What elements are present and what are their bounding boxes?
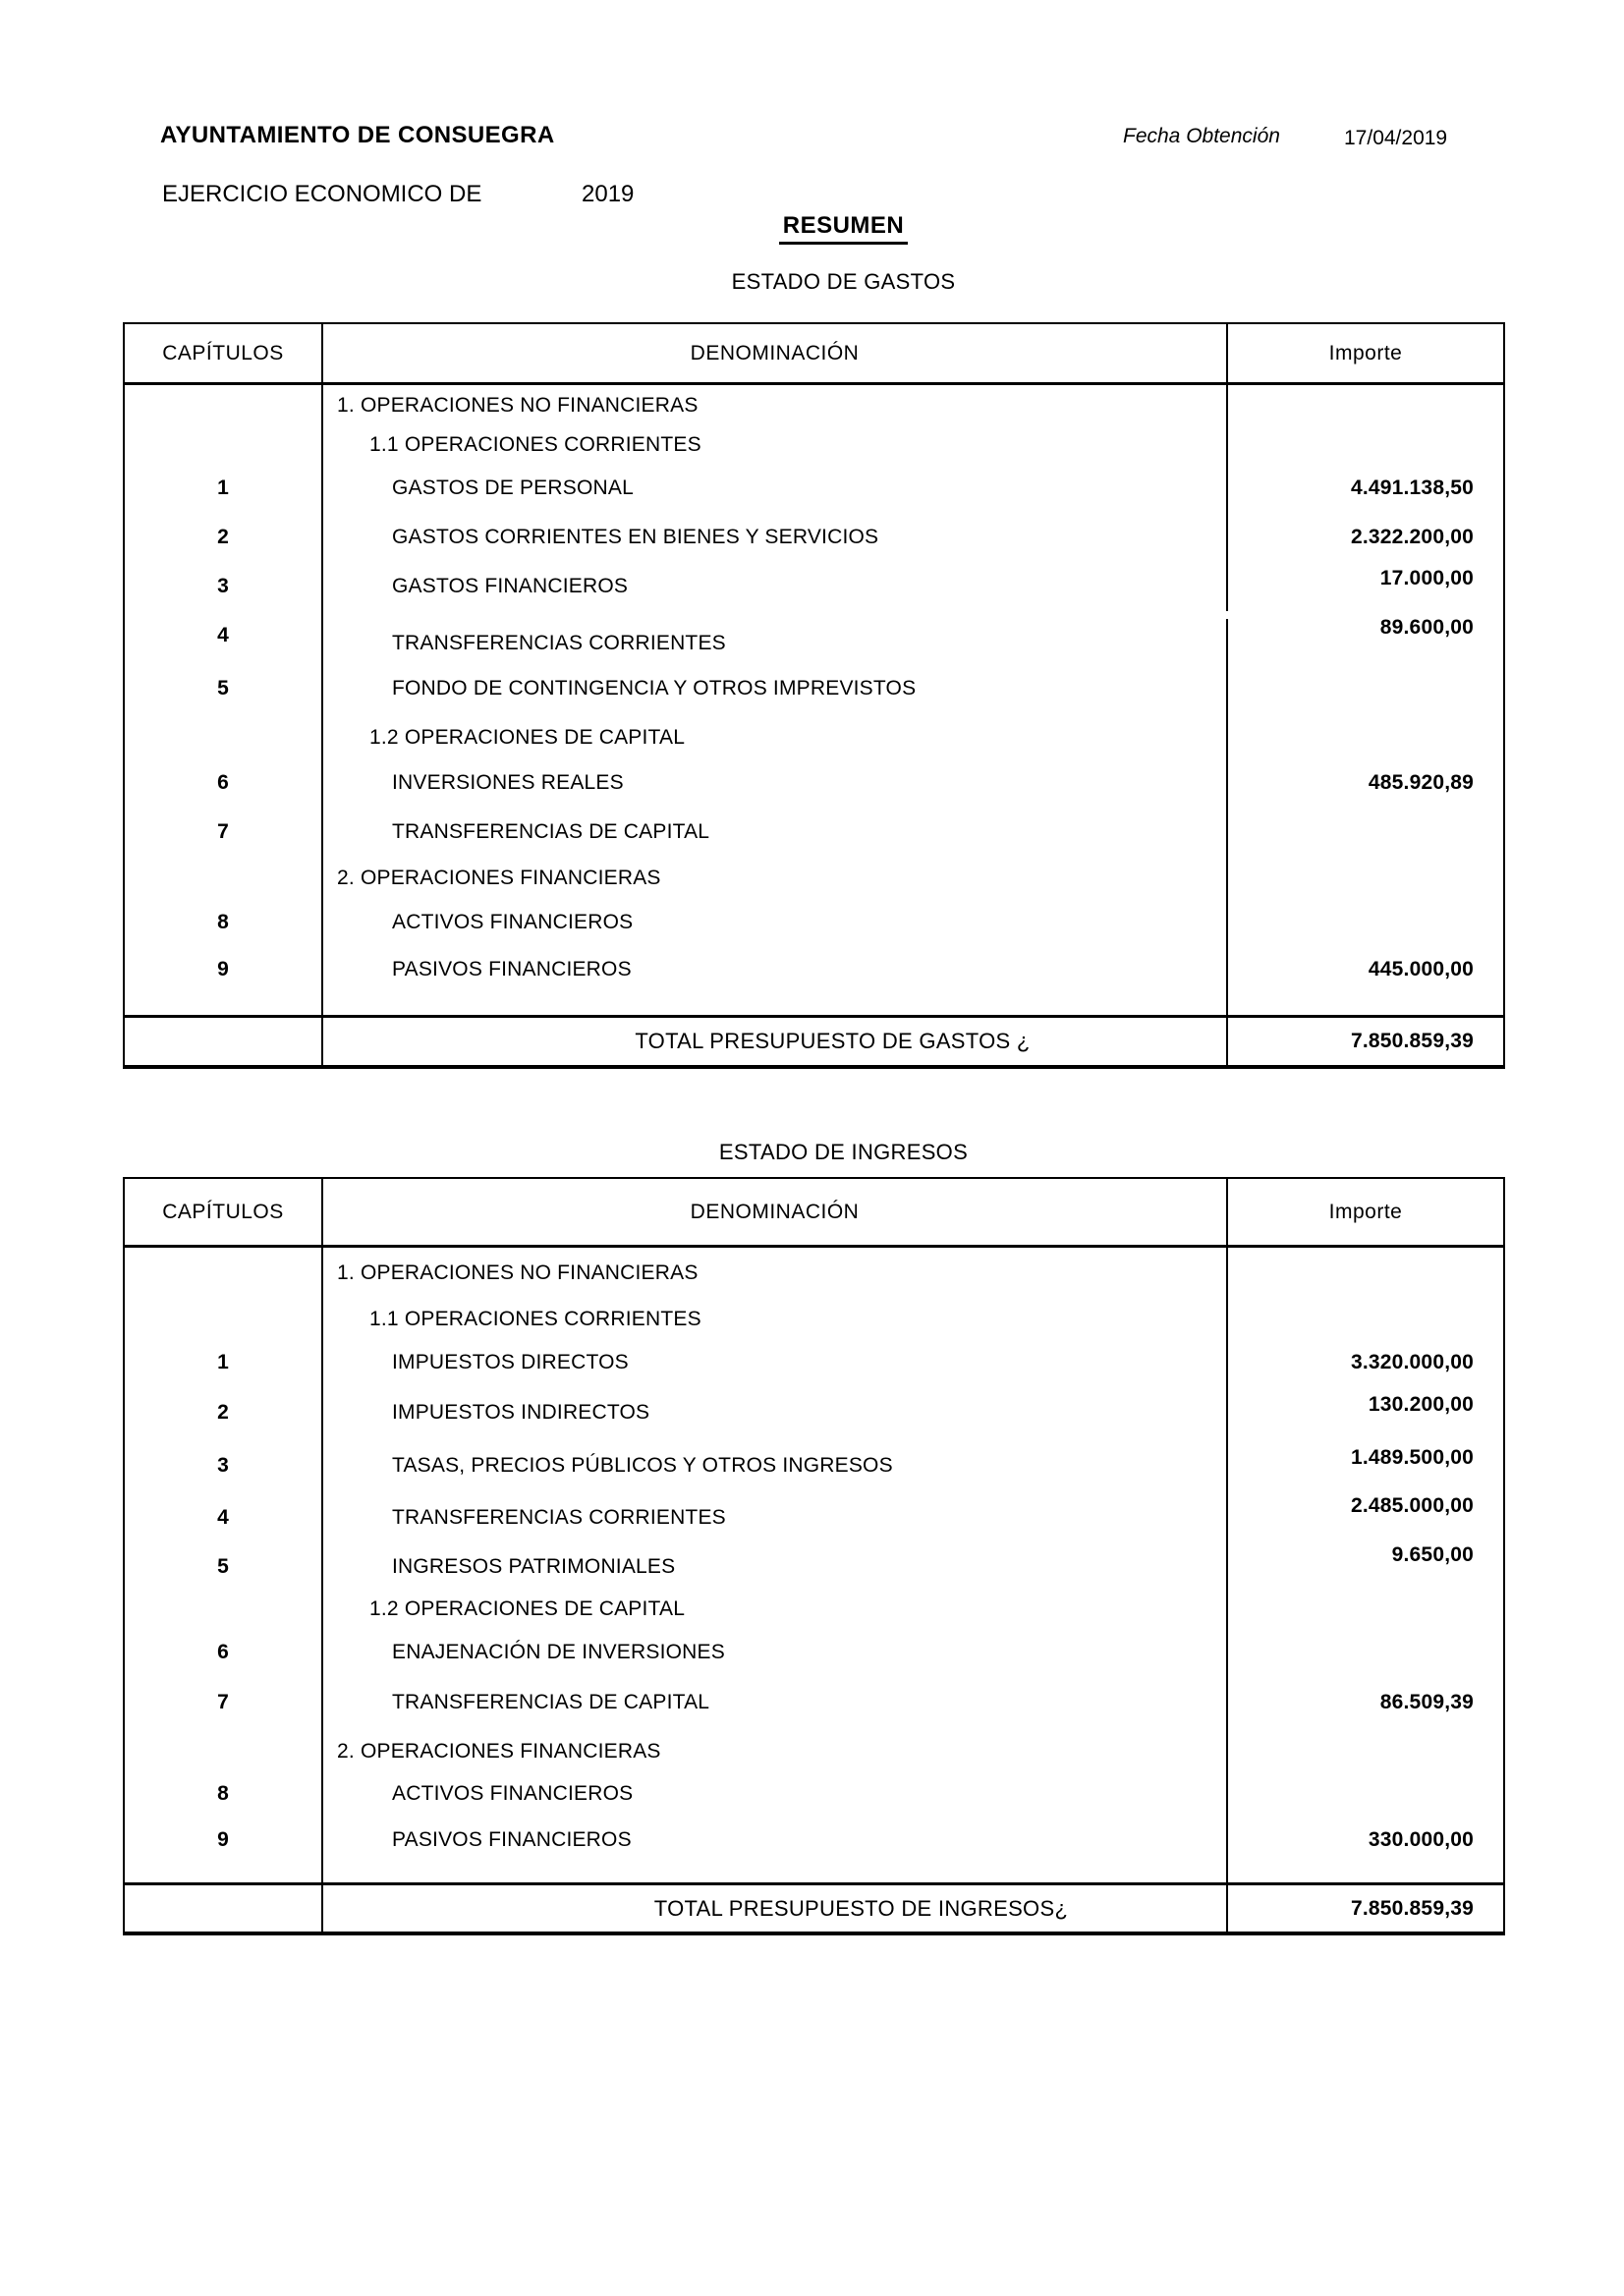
denomination-cell: 2. OPERACIONES FINANCIERAS (323, 857, 1228, 900)
denomination-cell: TRANSFERENCIAS CORRIENTES (323, 1491, 1228, 1544)
chapter-cell: 8 (125, 900, 323, 945)
amount-cell (1228, 385, 1503, 426)
gastos-section-heading (123, 269, 1505, 295)
denomination-cell: ACTIVOS FINANCIEROS (323, 1774, 1228, 1814)
amount-cell (1228, 808, 1503, 857)
resumen-heading-band (123, 212, 1505, 245)
chapter-cell (125, 1885, 323, 1932)
amount-cell (1228, 994, 1503, 1015)
amount-cell (1228, 1590, 1503, 1629)
denomination-cell: ENAJENACIÓN DE INVERSIONES (323, 1629, 1228, 1676)
table-row-filler (125, 1867, 1503, 1882)
chapter-cell: 4 (125, 1491, 323, 1544)
chapter-cell: 9 (125, 945, 323, 994)
table-row-subgroup (125, 717, 1503, 758)
table-row (125, 464, 1503, 513)
amount-cell: 130.200,00 (1368, 1392, 1474, 1416)
table-row (125, 900, 1503, 945)
column-header-denominacion: DENOMINACIÓN (323, 1179, 1228, 1245)
table-row (125, 611, 1503, 660)
amount-cell: 330.000,00 (1368, 1828, 1474, 1851)
denomination-cell: PASIVOS FINANCIEROS (323, 1814, 1228, 1867)
amount-cell: 2.322.200,00 (1350, 526, 1474, 548)
denomination-cell: INGRESOS PATRIMONIALES (323, 1544, 1228, 1590)
table-row-group (125, 1729, 1503, 1774)
denomination-cell: 1.1 OPERACIONES CORRIENTES (323, 426, 1228, 464)
chapter-cell: 3 (125, 562, 323, 611)
amount-cell (1228, 1774, 1503, 1814)
table-row-subgroup (125, 1590, 1503, 1629)
chapter-cell: 9 (125, 1814, 323, 1867)
amount-cell: 3.320.000,00 (1350, 1351, 1474, 1373)
organization-title: AYUNTAMIENTO DE CONSUEGRA (160, 122, 555, 148)
denomination-cell: INVERSIONES REALES (323, 758, 1228, 808)
amount-cell: 485.920,89 (1368, 771, 1474, 794)
chapter-cell: 1 (125, 464, 323, 513)
ingresos-table (123, 1177, 1505, 1935)
total-amount: 7.850.859,39 (1350, 1030, 1474, 1052)
denomination-cell (323, 994, 1228, 1015)
column-header-importe: Importe (1328, 1200, 1403, 1223)
column-header-capitulos: CAPÍTULOS (125, 1179, 323, 1245)
chapter-cell: 6 (125, 758, 323, 808)
column-header-importe: Importe (1328, 341, 1403, 364)
denomination-cell: ACTIVOS FINANCIEROS (323, 900, 1228, 945)
chapter-cell: 2 (125, 1385, 323, 1439)
table-row (125, 758, 1503, 808)
denomination-cell: TRANSFERENCIAS DE CAPITAL (323, 1676, 1228, 1729)
column-header-capitulos: CAPÍTULOS (125, 324, 323, 382)
amount-cell: 86.509,39 (1379, 1691, 1474, 1713)
column-header-denominacion: DENOMINACIÓN (323, 324, 1228, 382)
chapter-cell: 7 (125, 808, 323, 857)
chapter-cell (125, 994, 323, 1015)
amount-cell: 4.491.138,50 (1350, 476, 1474, 499)
denomination-cell: 1.2 OPERACIONES DE CAPITAL (323, 1590, 1228, 1629)
denomination-cell: 1. OPERACIONES NO FINANCIERAS (323, 385, 1228, 426)
resumen-title: RESUMEN (779, 212, 909, 245)
table-row (125, 660, 1503, 717)
total-amount: 7.850.859,39 (1350, 1896, 1474, 1920)
ingresos-section-title: ESTADO DE INGRESOS (718, 1140, 969, 1164)
amount-cell (1228, 426, 1503, 464)
chapter-cell (125, 1867, 323, 1882)
table-row-group (125, 857, 1503, 900)
total-label: TOTAL PRESUPUESTO DE INGRESOS¿ (323, 1885, 1228, 1932)
amount-cell: 9.650,00 (1391, 1543, 1474, 1566)
denomination-cell: GASTOS DE PERSONAL (323, 464, 1228, 513)
denomination-cell: GASTOS CORRIENTES EN BIENES Y SERVICIOS (323, 513, 1228, 562)
chapter-cell (125, 717, 323, 758)
chapter-cell (125, 1729, 323, 1774)
chapter-cell (125, 1018, 323, 1065)
table-row (125, 1544, 1503, 1590)
table-row (125, 808, 1503, 857)
ingresos-section-heading (123, 1140, 1505, 1165)
amount-cell (1228, 1729, 1503, 1774)
chapter-cell (125, 426, 323, 464)
amount-cell: 2.485.000,00 (1350, 1494, 1474, 1517)
denomination-cell: 1.1 OPERACIONES CORRIENTES (323, 1299, 1228, 1340)
chapter-cell: 4 (125, 611, 323, 660)
chapter-cell: 5 (125, 1544, 323, 1590)
chapter-cell: 5 (125, 660, 323, 717)
denomination-cell: 2. OPERACIONES FINANCIERAS (323, 1729, 1228, 1774)
amount-cell (1228, 1629, 1503, 1676)
table-row (125, 1676, 1503, 1729)
table-row (125, 1814, 1503, 1867)
denomination-cell: PASIVOS FINANCIEROS (323, 945, 1228, 994)
table-row (125, 1774, 1503, 1814)
fecha-obtencion-label: Fecha Obtención (1123, 125, 1280, 147)
denomination-cell: TRANSFERENCIAS DE CAPITAL (323, 808, 1228, 857)
total-label: TOTAL PRESUPUESTO DE GASTOS ¿ (323, 1018, 1228, 1065)
denomination-cell: FONDO DE CONTINGENCIA Y OTROS IMPREVISTOS (323, 660, 1228, 717)
denomination-cell: IMPUESTOS DIRECTOS (323, 1340, 1228, 1385)
chapter-cell: 8 (125, 1774, 323, 1814)
ingresos-table-header-row (125, 1179, 1503, 1248)
amount-cell (1228, 660, 1503, 717)
gastos-table (123, 322, 1505, 1069)
table-row-group (125, 385, 1503, 426)
denomination-cell: GASTOS FINANCIEROS (323, 562, 1228, 611)
amount-cell (1228, 1867, 1503, 1882)
amount-cell (1228, 900, 1503, 945)
gastos-section-title: ESTADO DE GASTOS (731, 269, 956, 294)
table-row-filler (125, 994, 1503, 1015)
chapter-cell: 7 (125, 1676, 323, 1729)
chapter-cell (125, 857, 323, 900)
chapter-cell: 2 (125, 513, 323, 562)
amount-cell (1228, 857, 1503, 900)
denomination-cell: TRANSFERENCIAS CORRIENTES (323, 619, 1228, 668)
chapter-cell (125, 385, 323, 426)
ejercicio-economico-label: EJERCICIO ECONOMICO DE (162, 181, 482, 207)
total-row (125, 1015, 1503, 1065)
table-row-group (125, 1248, 1503, 1299)
gastos-table-header-row (125, 324, 1503, 385)
denomination-cell (323, 1867, 1228, 1882)
chapter-cell: 1 (125, 1340, 323, 1385)
denomination-cell: 1.2 OPERACIONES DE CAPITAL (323, 717, 1228, 758)
chapter-cell: 3 (125, 1439, 323, 1491)
denomination-cell: IMPUESTOS INDIRECTOS (323, 1385, 1228, 1439)
table-row (125, 1629, 1503, 1676)
amount-cell: 1.489.500,00 (1350, 1445, 1474, 1469)
chapter-cell (125, 1590, 323, 1629)
amount-cell (1228, 1248, 1503, 1299)
denomination-cell: 1. OPERACIONES NO FINANCIERAS (323, 1248, 1228, 1299)
amount-cell (1228, 1299, 1503, 1340)
denomination-cell: TASAS, PRECIOS PÚBLICOS Y OTROS INGRESOS (323, 1439, 1228, 1491)
table-row-subgroup (125, 1299, 1503, 1340)
table-row (125, 945, 1503, 994)
table-row-subgroup (125, 426, 1503, 464)
total-row (125, 1882, 1503, 1932)
amount-cell (1228, 717, 1503, 758)
fecha-obtencion-value: 17/04/2019 (1344, 127, 1448, 149)
amount-cell: 17.000,00 (1379, 567, 1474, 589)
ejercicio-year: 2019 (582, 181, 635, 207)
chapter-cell: 6 (125, 1629, 323, 1676)
chapter-cell (125, 1299, 323, 1340)
amount-cell: 89.600,00 (1379, 616, 1474, 639)
chapter-cell (125, 1248, 323, 1299)
amount-cell: 445.000,00 (1368, 958, 1474, 980)
